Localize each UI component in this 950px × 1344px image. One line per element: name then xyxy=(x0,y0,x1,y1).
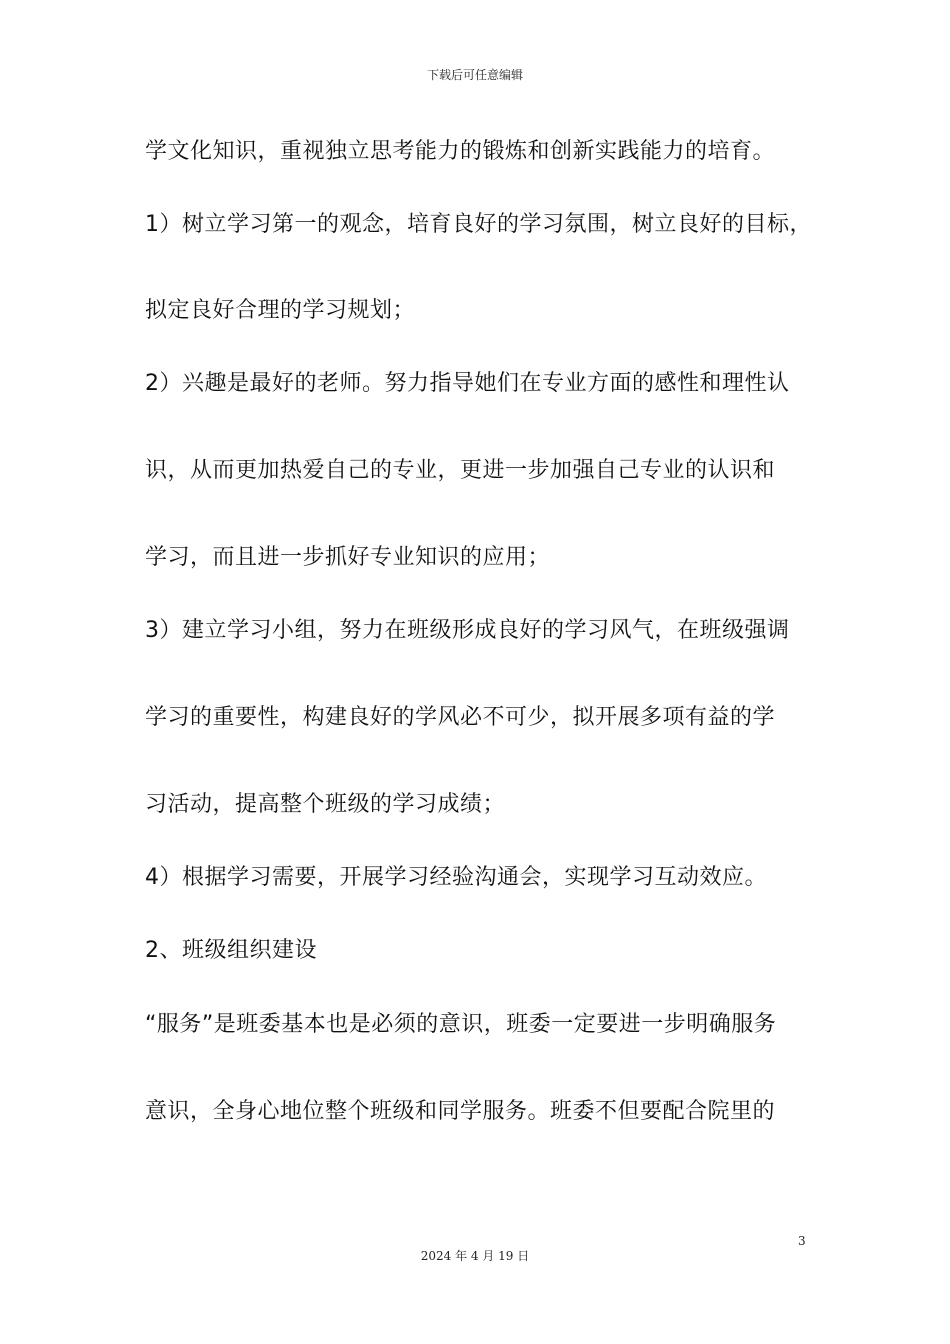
body-line: 学习，而且进一步抓好专业知识的应用； xyxy=(145,545,551,570)
body-line: 3）建立学习小组，努力在班级形成良好的学习风气，在班级强调 xyxy=(145,618,790,643)
body-line: 习活动，提高整个班级的学习成绩； xyxy=(145,792,506,817)
page-number: 3 xyxy=(798,1234,806,1248)
body-line: 1）树立学习第一的观念，培育良好的学习氛围，树立良好的目标， xyxy=(145,212,812,237)
body-line: “服务”是班委基本也是必须的意识，班委一定要进一步明确服务 xyxy=(145,1012,777,1037)
body-line: 4）根据学习需要，开展学习经验沟通会，实现学习互动效应。 xyxy=(145,865,767,890)
page-header: 下载后可任意编辑 xyxy=(426,68,523,82)
section-heading: 2、班级组织建设 xyxy=(145,938,317,963)
body-line: 意识，全身心地位整个班级和同学服务。班委不但要配合院里的 xyxy=(145,1099,776,1124)
body-line: 2）兴趣是最好的老师。努力指导她们在专业方面的感性和理性认 xyxy=(145,371,790,396)
body-line: 拟定良好合理的学习规划； xyxy=(145,298,416,323)
body-line: 学文化知识，重视独立思考能力的锻炼和创新实践能力的培育。 xyxy=(145,139,776,164)
footer-date: 2024 年 4 月 19 日 xyxy=(420,1249,530,1263)
body-line: 学习的重要性，构建良好的学风必不可少，拟开展多项有益的学 xyxy=(145,705,776,730)
body-line: 识，从而更加热爱自己的专业，更进一步加强自己专业的认识和 xyxy=(145,458,776,483)
